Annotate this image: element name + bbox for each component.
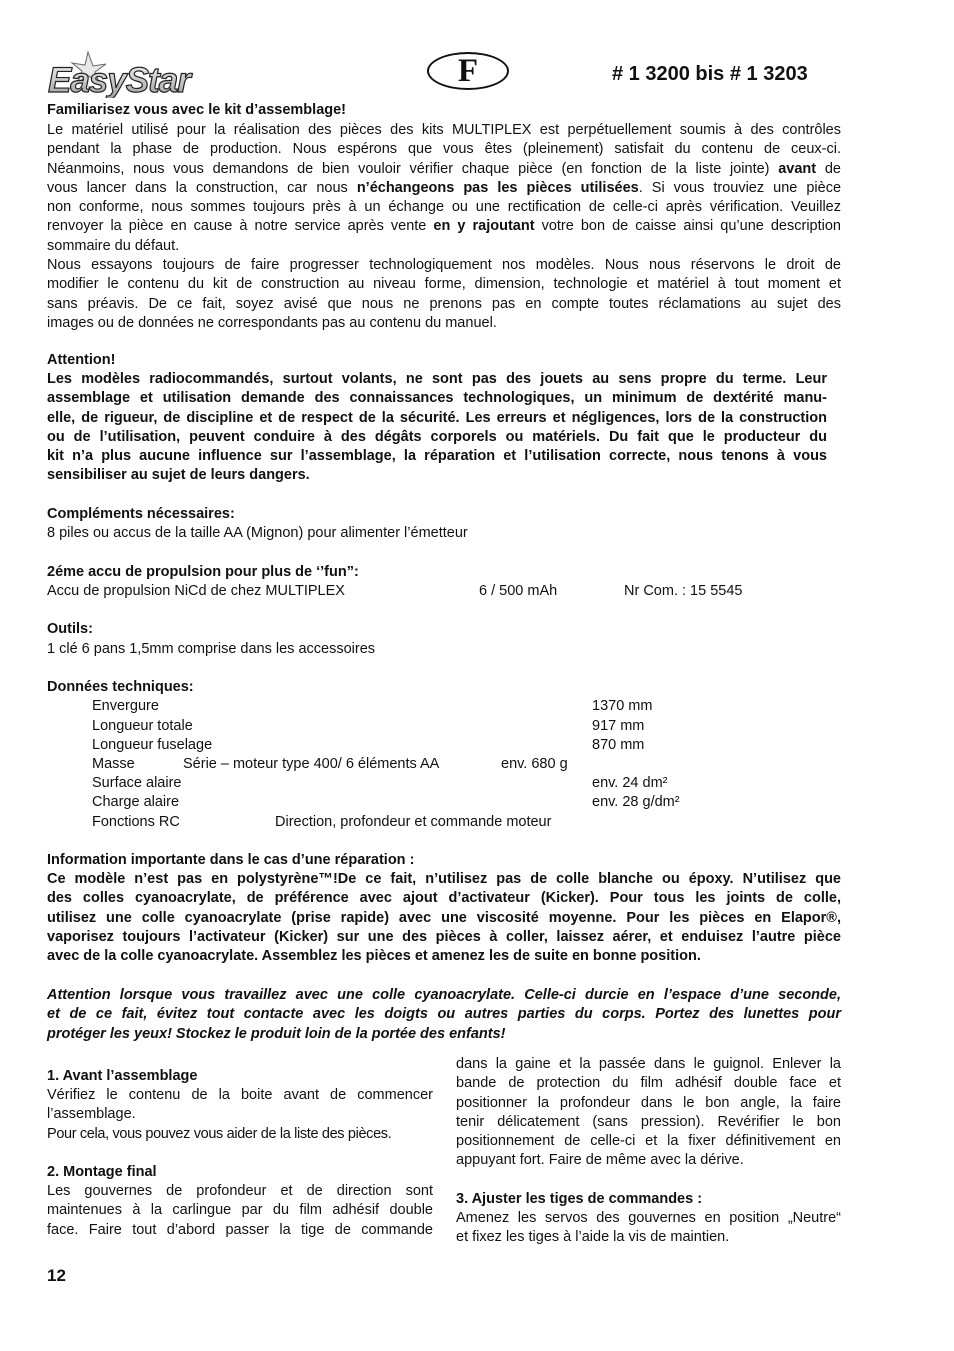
spec-value: env. 28 g/dm² [592,794,680,810]
section-3-heading: 3. Ajuster les tiges de commandes : [456,1191,703,1207]
tools-heading: Outils: [47,621,93,637]
section-1-heading: 1. Avant l’assemblage [47,1068,198,1084]
text-line: l’assemblage. [47,1106,136,1123]
spec-value: env. 24 dm² [592,775,668,791]
spec-label: Longueur fuselage [92,737,213,753]
attention-line: kit n’a plus aucune influence sur l’assemblage, la réparation et l’utilisation correcte, nous tenons à vous [47,448,827,465]
intro-line: sans préavis. De ce fait, soyez avisé que nous ne prenons pas en compte toutes réclamations au sujet des [47,295,841,312]
second-battery-heading: 2éme accu de propulsion pour plus de ‘’fun”: [47,564,359,580]
attention-line: ou de l’utilisation, peuvent conduire à des dégâts corporels ou matériels. Du fait que le producteur du [47,428,827,445]
spec-label: Surface alaire [92,775,182,791]
page-number: 12 [47,1266,66,1285]
part-numbers: # 1 3200 bis # 1 3203 [612,63,808,85]
spec-row-fuselage [0,736,954,756]
text-line: positionnement de celle-ci et la fixer définitivement en [456,1133,841,1150]
section-3-text [456,1209,841,1248]
easystar-logo [44,50,230,98]
repair-line: des colles cyanoacrylate, de préférence avec ajout d’activateur (Kicker). Pour tous les joints de colle, [47,890,841,907]
spec-label: Masse [92,756,135,772]
attention-paragraph [47,370,827,486]
spec-row-wing-area [0,774,954,794]
spec-row-length [0,717,954,737]
text-line: maintenues à la carlingue par du film adhésif double [47,1202,433,1219]
complements-heading: Compléments nécessaires: [47,506,235,522]
section-2-heading: 2. Montage final [47,1164,157,1180]
repair-line: avec de la colle cyanoacrylate. Assemblez les pièces et amenez les de suite en bonne position. [47,948,701,965]
spec-label: Envergure [92,698,159,714]
intro-line: Néanmoins, nous vous demandons de bien vouloir vérifier chaque pièce (en fonction de la liste jointe) avant de [47,160,841,177]
attention-line: sensibiliser au sujet de leurs dangers. [47,467,310,484]
text-line: dans la gaine et la passée dans le guignol. Enlever la [456,1056,841,1072]
second-battery-row [0,582,954,602]
intro-paragraph [47,121,841,333]
tools-text: 1 clé 6 pans 1,5mm comprise dans les accessoires [47,641,376,657]
text-line: Amenez les servos des gouvernes en position „Neutre“ [456,1210,841,1226]
spec-label: Charge alaire [92,794,180,810]
attention-line: assemblage et utilisation demande des connaissances technologiques, un minimum de dextérité manu- [47,390,827,407]
attention-line: Les modèles radiocommandés, surtout volants, ne sont pas des jouets au sens propre du terme. Leur [47,371,827,387]
spec-row-wing-load [0,793,954,813]
text-line: Les gouvernes de profondeur et de direction sont [47,1183,433,1199]
spec-row-mass [0,755,954,775]
spec-value: env. 680 g [501,756,568,772]
complements-text: 8 piles ou accus de la taille AA (Mignon) pour alimenter l’émetteur [47,525,468,541]
attention-heading: Attention! [47,352,116,368]
intro-line: renvoyer la pièce en cause à notre service après vente en y rajoutant votre bon de caisse ainsi qu’une description [47,218,841,235]
repair-line: vaporisez toujours l’activateur (Kicker) sur une des pièces à coller, laissez aérer, et enduisez l’autre pièce [47,928,841,945]
text-line: face. Faire tout d’abord passer la tige de commande [47,1221,433,1238]
intro-line: Nous essayons toujours de faire progresser technologiquement nos modèles. Nous nous réservons le droit de [47,257,841,274]
spec-row-rc [0,813,954,833]
spec-value: Direction, profondeur et commande moteur [275,814,552,830]
intro-line: Le matériel utilisé pour la réalisation des pièces des kits MULTIPLEX est perpétuellement soumis à des contrôles [47,122,841,138]
section-2-continued [456,1055,841,1171]
intro-heading: Familiarisez vous avec le kit d’assemblage! [47,102,347,118]
intro-line: images ou de données ne correspondants pas au contenu du manuel. [47,314,497,331]
spec-label: Longueur totale [92,718,193,734]
warning-line: protéger les yeux! Stockez le produit loin de la portée des enfants! [47,1025,506,1042]
intro-line: pendant la phase de production. Nous espérons que vous êtes (pleinement) satisfait du contenu de ceux-ci. [47,141,841,158]
section-1-text [47,1086,433,1144]
battery-order-number: Nr Com. : 15 5545 [624,583,743,599]
battery-capacity: 6 / 500 mAh [479,583,558,599]
repair-heading: Information importante dans le cas d’une réparation : [47,852,415,868]
specs-heading: Données techniques: [47,679,194,695]
text-line: appuyant fort. Faire de même avec la dérive. [456,1152,744,1169]
text-line: Vérifiez le contenu de la boite avant de commencer [47,1087,433,1103]
language-badge: F [427,52,509,90]
spec-value: 1370 mm [592,698,653,714]
section-2-text [47,1182,433,1240]
intro-line: sommaire du défaut. [47,237,180,254]
intro-line: non conforme, nous sommes toujours près à un échange ou une rectification de celle-ci après vérification. Veuillez [47,199,841,216]
repair-line: utilisez une colle cyanoacrylate (prise rapide) avec une viscosité moyenne. Pour les pièces en Elapor®, [47,909,841,926]
battery-item: Accu de propulsion NiCd de chez MULTIPLEX [47,583,345,599]
repair-line: Ce modèle n’est pas en polystyrène™!De ce fait, n’utilisez pas de colle blanche ou époxy. N’utilisez que [47,871,841,887]
warning-line: Attention lorsque vous travaillez avec une colle cyanoacrylate. Celle-ci durcie en l’espace d’une seconde, [47,987,841,1003]
attention-line: elle, de rigueur, de discipline et de respect de la sécurité. Les erreurs et négligences, lors de la construction [47,409,827,426]
text-line: tenir délicatement (sans pression). Revérifier le bon [456,1113,841,1130]
text-line: et fixez les tiges à l’aide la vis de maintien. [456,1229,730,1246]
intro-line: vous lancer dans la construction, car nous n’échangeons pas les pièces utilisées. Si vous trouviez une pièce [47,179,842,196]
spec-label: Fonctions RC [92,814,180,830]
repair-paragraph [47,870,841,966]
text-line: positionner la profondeur dans le bon angle, la faire [456,1094,841,1111]
svg-text:EasyStar: EasyStar [48,61,190,98]
warning-line: et de ce fait, évitez tout contacte avec les doigts ou autres parties du corps. Portez des lunettes pour [47,1006,841,1023]
intro-line: modifier le contenu du kit de construction au niveau forme, dimension, technologie et matériel à tout moment et [47,276,841,293]
spec-value: 917 mm [592,718,645,734]
spec-mass-config: Série – moteur type 400/ 6 éléments AA [183,756,440,772]
spec-value: 870 mm [592,737,645,753]
text-line: Pour cela, vous pouvez vous aider de la liste des pièces. [47,1125,392,1142]
text-line: bande de protection du film adhésif double face et [456,1075,841,1092]
glue-warning [47,986,841,1044]
spec-row-wingspan [0,697,954,717]
